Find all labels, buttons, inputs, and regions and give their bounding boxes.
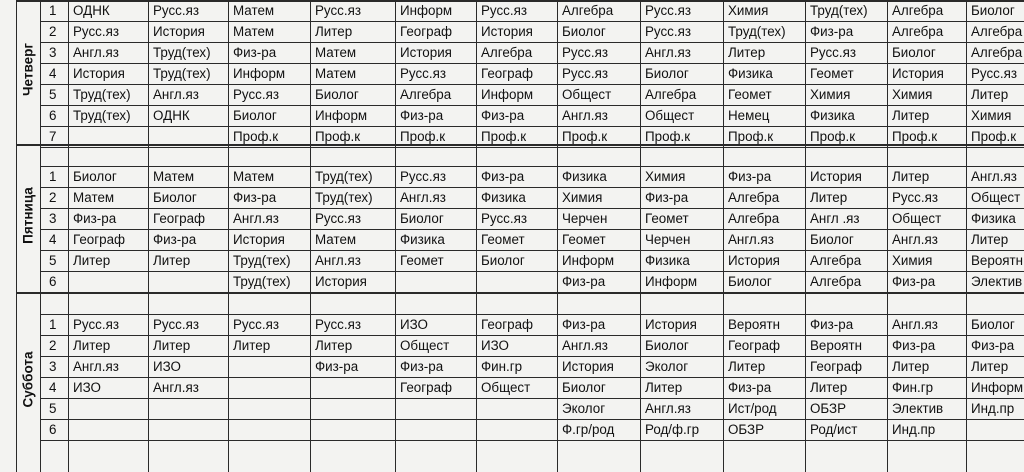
lesson-cell: Химия [728, 3, 769, 18]
lesson-cell: Алгебра [892, 3, 944, 18]
lesson-cell: Алгебра [645, 87, 697, 102]
lesson-cell: Алгебра [810, 274, 862, 289]
lesson-cell: Физ-ра [481, 169, 525, 184]
lesson-cell: Физ-ра [810, 317, 854, 332]
lesson-cell: Англ.яз [562, 108, 608, 123]
lesson-cell: Литер [810, 190, 848, 205]
lesson-cell: Химия [562, 190, 603, 205]
lesson-cell: Англ.яз [315, 253, 361, 268]
lesson-cell: Геомет [645, 211, 689, 226]
lesson-cell [153, 271, 229, 292]
lesson-cell: Литер [153, 338, 191, 353]
lesson-cell: Литер [73, 338, 111, 353]
lesson-cell: Физика [562, 169, 607, 184]
lesson-number: 4 [49, 66, 57, 81]
lesson-cell: ИЗО [153, 359, 181, 374]
lesson-cell: Физика [400, 232, 445, 247]
lesson-cell: Ист/род [728, 401, 777, 416]
grid-hline [40, 147, 1024, 148]
lesson-cell: Русс.яз [153, 317, 199, 332]
lesson-cell: ОБЗР [810, 401, 847, 416]
lesson-cell: Геомет [810, 66, 854, 81]
lesson-number: 1 [49, 169, 57, 184]
lesson-cell: Англ.яз [153, 87, 199, 102]
section-border [16, 292, 1024, 294]
lesson-cell [73, 271, 149, 292]
lesson-cell: Физ-ра [728, 169, 772, 184]
lesson-cell: Литер [728, 45, 766, 60]
lesson-cell: Инд.пр [971, 401, 1015, 416]
lesson-cell: Физ-ра [400, 108, 444, 123]
lesson-cell: Род/ф.гр [645, 422, 700, 437]
lesson-cell: Литер [233, 338, 271, 353]
lesson-cell [233, 356, 311, 377]
lesson-number: 7 [49, 129, 57, 144]
lesson-cell: Химия [645, 169, 686, 184]
lesson-cell: История [562, 359, 614, 374]
lesson-cell: Проф.к [645, 129, 691, 144]
lesson-cell: Биолог [73, 169, 117, 184]
lesson-cell: Русс.яз [645, 24, 691, 39]
lesson-cell: Матем [233, 169, 275, 184]
lesson-cell [73, 419, 149, 440]
lesson-cell: Матем [315, 232, 357, 247]
lesson-cell: Биолог [481, 253, 525, 268]
lesson-cell: Русс.яз [645, 3, 691, 18]
lesson-cell: Труд(тех) [315, 190, 373, 205]
lesson-cell [73, 398, 149, 419]
lesson-cell: Биолог [562, 380, 606, 395]
lesson-cell: Литер [728, 359, 766, 374]
lesson-cell: Географ [728, 338, 781, 353]
lesson-cell: Геомет [562, 232, 606, 247]
lesson-cell: Общест [971, 190, 1021, 205]
lesson-cell: Общест [562, 87, 612, 102]
lesson-cell: Литер [810, 380, 848, 395]
grid-vline [16, 0, 17, 472]
lesson-cell: Русс.яз [481, 211, 527, 226]
lesson-cell: Труд(тех) [153, 45, 211, 60]
lesson-cell: Русс.яз [315, 3, 361, 18]
lesson-cell: Физика [971, 211, 1016, 226]
lesson-cell: Англ.яз [645, 45, 691, 60]
lesson-cell: Труд(тех) [233, 253, 291, 268]
grid-vline [40, 0, 41, 472]
lesson-cell: Биолог [728, 274, 772, 289]
lesson-cell: Биолог [971, 317, 1015, 332]
lesson-cell: Русс.яз [810, 45, 856, 60]
lesson-cell [400, 398, 477, 419]
lesson-cell: Англ.яз [73, 359, 119, 374]
lesson-cell: Проф.к [481, 129, 527, 144]
lesson-cell: Матем [153, 169, 195, 184]
lesson-cell: Англ.яз [153, 380, 199, 395]
lesson-number: 5 [49, 87, 57, 102]
lesson-cell: Физ-ра [971, 338, 1015, 353]
lesson-cell: История [810, 169, 862, 184]
lesson-cell: Литер [315, 338, 353, 353]
lesson-cell: Физ-ра [233, 190, 277, 205]
lesson-cell: Литер [645, 380, 683, 395]
lesson-number: 1 [49, 3, 57, 18]
lesson-cell: Физ-ра [400, 359, 444, 374]
lesson-cell: ИЗО [481, 338, 509, 353]
lesson-number: 3 [49, 211, 57, 226]
lesson-cell [233, 398, 311, 419]
lesson-cell: Физика [481, 190, 526, 205]
lesson-cell: Англ.яз [400, 190, 446, 205]
lesson-cell: Англ .яз [810, 211, 860, 226]
lesson-cell: История [728, 253, 780, 268]
lesson-cell: Географ [481, 66, 534, 81]
lesson-cell [481, 398, 558, 419]
lesson-cell: Русс.яз [400, 66, 446, 81]
lesson-cell: Физика [645, 253, 690, 268]
lesson-cell: Физ-ра [645, 190, 689, 205]
lesson-cell: Русс.яз [400, 169, 446, 184]
lesson-cell: Географ [810, 359, 863, 374]
lesson-cell: Географ [481, 317, 534, 332]
lesson-cell: Фин.гр [481, 359, 523, 374]
lesson-cell: Проф.к [892, 129, 938, 144]
lesson-cell: Электив [971, 274, 1023, 289]
lesson-cell: История [233, 232, 285, 247]
lesson-number: 6 [49, 422, 57, 437]
lesson-cell [481, 271, 558, 292]
lesson-cell: Проф.к [971, 129, 1017, 144]
lesson-number: 2 [49, 24, 57, 39]
lesson-cell: История [315, 274, 367, 289]
lesson-cell: Биолог [645, 66, 689, 81]
lesson-number: 1 [49, 317, 57, 332]
lesson-cell: Матем [315, 66, 357, 81]
lesson-cell: Химия [971, 108, 1012, 123]
lesson-cell: ОДНК [73, 3, 110, 18]
lesson-cell: Русс.яз [315, 211, 361, 226]
lesson-cell: Алгебра [810, 253, 862, 268]
lesson-cell [481, 419, 558, 440]
lesson-cell: Физ-ра [562, 274, 606, 289]
lesson-cell: Литер [971, 87, 1009, 102]
lesson-cell: Труд(тех) [73, 87, 131, 102]
lesson-cell: Литер [73, 253, 111, 268]
lesson-cell: История [892, 66, 944, 81]
lesson-cell [315, 398, 396, 419]
lesson-cell: Немец [728, 108, 770, 123]
lesson-cell: Алгебра [971, 24, 1023, 39]
lesson-cell: Общест [645, 108, 695, 123]
lesson-cell: Биолог [562, 24, 606, 39]
lesson-cell: Информ [481, 87, 534, 102]
lesson-cell: Общест [481, 380, 531, 395]
lesson-cell: Русс.яз [73, 24, 119, 39]
lesson-cell: Англ.яз [892, 232, 938, 247]
lesson-cell: Информ [233, 66, 286, 81]
lesson-cell: История [400, 45, 452, 60]
lesson-cell: Географ [73, 232, 126, 247]
lesson-cell: Черчен [645, 232, 691, 247]
lesson-cell: Труд(тех) [153, 66, 211, 81]
lesson-cell: Физ-ра [233, 45, 277, 60]
lesson-cell: ОДНК [153, 108, 190, 123]
lesson-cell: Общест [892, 211, 942, 226]
lesson-cell: Англ.яз [233, 211, 279, 226]
lesson-number: 3 [49, 45, 57, 60]
lesson-cell: Физика [810, 108, 855, 123]
lesson-cell: Литер [892, 108, 930, 123]
lesson-cell: Физ-ра [728, 380, 772, 395]
lesson-cell: Геомет [481, 232, 525, 247]
lesson-cell: Англ.яз [562, 338, 608, 353]
lesson-cell: Химия [810, 87, 851, 102]
lesson-cell: Информ [971, 380, 1024, 395]
lesson-number: 2 [49, 338, 57, 353]
lesson-cell: Электив [892, 401, 944, 416]
lesson-cell: Род/ист [810, 422, 858, 437]
lesson-cell: Труд(тех) [810, 3, 868, 18]
lesson-cell: Физ-ра [315, 359, 359, 374]
lesson-cell: Русс.яз [233, 317, 279, 332]
lesson-cell: Инд.пр [892, 422, 936, 437]
day-label: Четверг [20, 43, 36, 96]
lesson-number: 6 [49, 274, 57, 289]
lesson-cell: Русс.яз [233, 87, 279, 102]
lesson-cell: Труд(тех) [315, 169, 373, 184]
lesson-cell: Англ.яз [645, 401, 691, 416]
lesson-cell: Матем [233, 3, 275, 18]
lesson-cell: Русс.яз [971, 66, 1017, 81]
lesson-cell [153, 419, 229, 440]
lesson-cell: Физ-ра [481, 108, 525, 123]
lesson-cell: Информ [562, 253, 615, 268]
lesson-cell: Физ-ра [153, 232, 197, 247]
lesson-cell: Физ-ра [892, 338, 936, 353]
lesson-cell: Географ [153, 211, 206, 226]
lesson-cell: Биолог [892, 45, 936, 60]
lesson-cell: Матем [233, 24, 275, 39]
lesson-cell: Англ.яз [73, 45, 119, 60]
lesson-cell: Труд(тех) [233, 274, 291, 289]
lesson-cell: Биолог [810, 232, 854, 247]
lesson-cell: Химия [892, 253, 933, 268]
lesson-cell: История [481, 24, 533, 39]
lesson-cell: ИЗО [73, 380, 101, 395]
lesson-cell: Физика [728, 66, 773, 81]
lesson-cell: Физ-ра [810, 24, 854, 39]
lesson-cell: Алгебра [562, 3, 614, 18]
lesson-cell: Геомет [728, 87, 772, 102]
lesson-cell [315, 377, 396, 398]
lesson-cell: Труд(тех) [728, 24, 786, 39]
day-label: Пятница [20, 187, 36, 244]
lesson-cell: Алгебра [481, 45, 533, 60]
lesson-cell: Информ [315, 108, 368, 123]
lesson-cell: Матем [315, 45, 357, 60]
lesson-cell [233, 419, 311, 440]
lesson-cell: Черчен [562, 211, 608, 226]
lesson-number: 3 [49, 359, 57, 374]
lesson-cell: Алгебра [728, 211, 780, 226]
lesson-cell [400, 419, 477, 440]
lesson-cell: Фин.гр [892, 380, 934, 395]
lesson-cell: Литер [971, 232, 1009, 247]
day-label: Суббота [20, 351, 36, 408]
lesson-cell: Химия [892, 87, 933, 102]
lesson-cell: Биолог [971, 3, 1015, 18]
lesson-cell: Физ-ра [562, 317, 606, 332]
lesson-cell: ИЗО [400, 317, 428, 332]
lesson-cell: Англ.яз [728, 232, 774, 247]
lesson-number: 6 [49, 108, 57, 123]
lesson-cell [233, 377, 311, 398]
lesson-cell [400, 271, 477, 292]
lesson-cell: Русс.яз [562, 45, 608, 60]
lesson-cell [971, 419, 1024, 440]
lesson-cell: Матем [73, 190, 115, 205]
lesson-cell: Труд(тех) [73, 108, 131, 123]
lesson-cell: Ф.гр/род [562, 422, 615, 437]
lesson-number: 2 [49, 190, 57, 205]
lesson-cell: Биолог [645, 338, 689, 353]
lesson-cell: Общест [400, 338, 450, 353]
grid-vline [68, 0, 69, 472]
lesson-cell: Проф.к [400, 129, 446, 144]
section-border [16, 144, 1024, 146]
lesson-cell: Алгебра [400, 87, 452, 102]
lesson-cell: Литер [153, 253, 191, 268]
lesson-cell: История [153, 24, 205, 39]
lesson-cell: Алгебра [971, 45, 1023, 60]
lesson-cell: Физ-ра [73, 211, 117, 226]
lesson-cell: Информ [645, 274, 698, 289]
lesson-cell: Вероятн [728, 317, 781, 332]
lesson-cell: Англ.яз [892, 317, 938, 332]
lesson-number: 5 [49, 401, 57, 416]
lesson-cell: Литер [892, 169, 930, 184]
lesson-number: 5 [49, 253, 57, 268]
lesson-cell: Англ.яз [971, 169, 1017, 184]
lesson-cell: Проф.к [728, 129, 774, 144]
lesson-cell: История [73, 66, 125, 81]
lesson-cell: Биолог [400, 211, 444, 226]
lesson-cell: Физ-ра [892, 274, 936, 289]
lesson-cell: Биолог [233, 108, 277, 123]
lesson-cell [153, 398, 229, 419]
lesson-cell: Литер [971, 359, 1009, 374]
lesson-cell [315, 419, 396, 440]
lesson-cell: Литер [892, 359, 930, 374]
lesson-cell: ОБЗР [728, 422, 765, 437]
lesson-cell: Алгебра [892, 24, 944, 39]
lesson-cell: Русс.яз [562, 66, 608, 81]
lesson-cell: Проф.к [810, 129, 856, 144]
lesson-cell: Вероятн [971, 253, 1024, 268]
lesson-cell: Литер [315, 24, 353, 39]
lesson-cell: Географ [400, 380, 453, 395]
lesson-cell: Вероятн [810, 338, 863, 353]
lesson-cell: Эколог [562, 401, 606, 416]
lesson-cell: История [645, 317, 697, 332]
lesson-cell: Информ [400, 3, 453, 18]
lesson-cell: Проф.к [562, 129, 608, 144]
lesson-number: 4 [49, 232, 57, 247]
lesson-cell: Биолог [315, 87, 359, 102]
lesson-cell: Русс.яз [153, 3, 199, 18]
lesson-cell: Геомет [400, 253, 444, 268]
lesson-cell: Эколог [645, 359, 689, 374]
lesson-cell: Русс.яз [315, 317, 361, 332]
lesson-cell: Проф.к [315, 129, 361, 144]
lesson-number: 4 [49, 380, 57, 395]
lesson-cell: Географ [400, 24, 453, 39]
lesson-cell: Русс.яз [481, 3, 527, 18]
lesson-cell: Русс.яз [892, 190, 938, 205]
lesson-cell: Русс.яз [73, 317, 119, 332]
lesson-cell: Проф.к [233, 129, 279, 144]
grid-hline [40, 440, 1024, 441]
lesson-cell: Алгебра [728, 190, 780, 205]
lesson-cell: Биолог [153, 190, 197, 205]
